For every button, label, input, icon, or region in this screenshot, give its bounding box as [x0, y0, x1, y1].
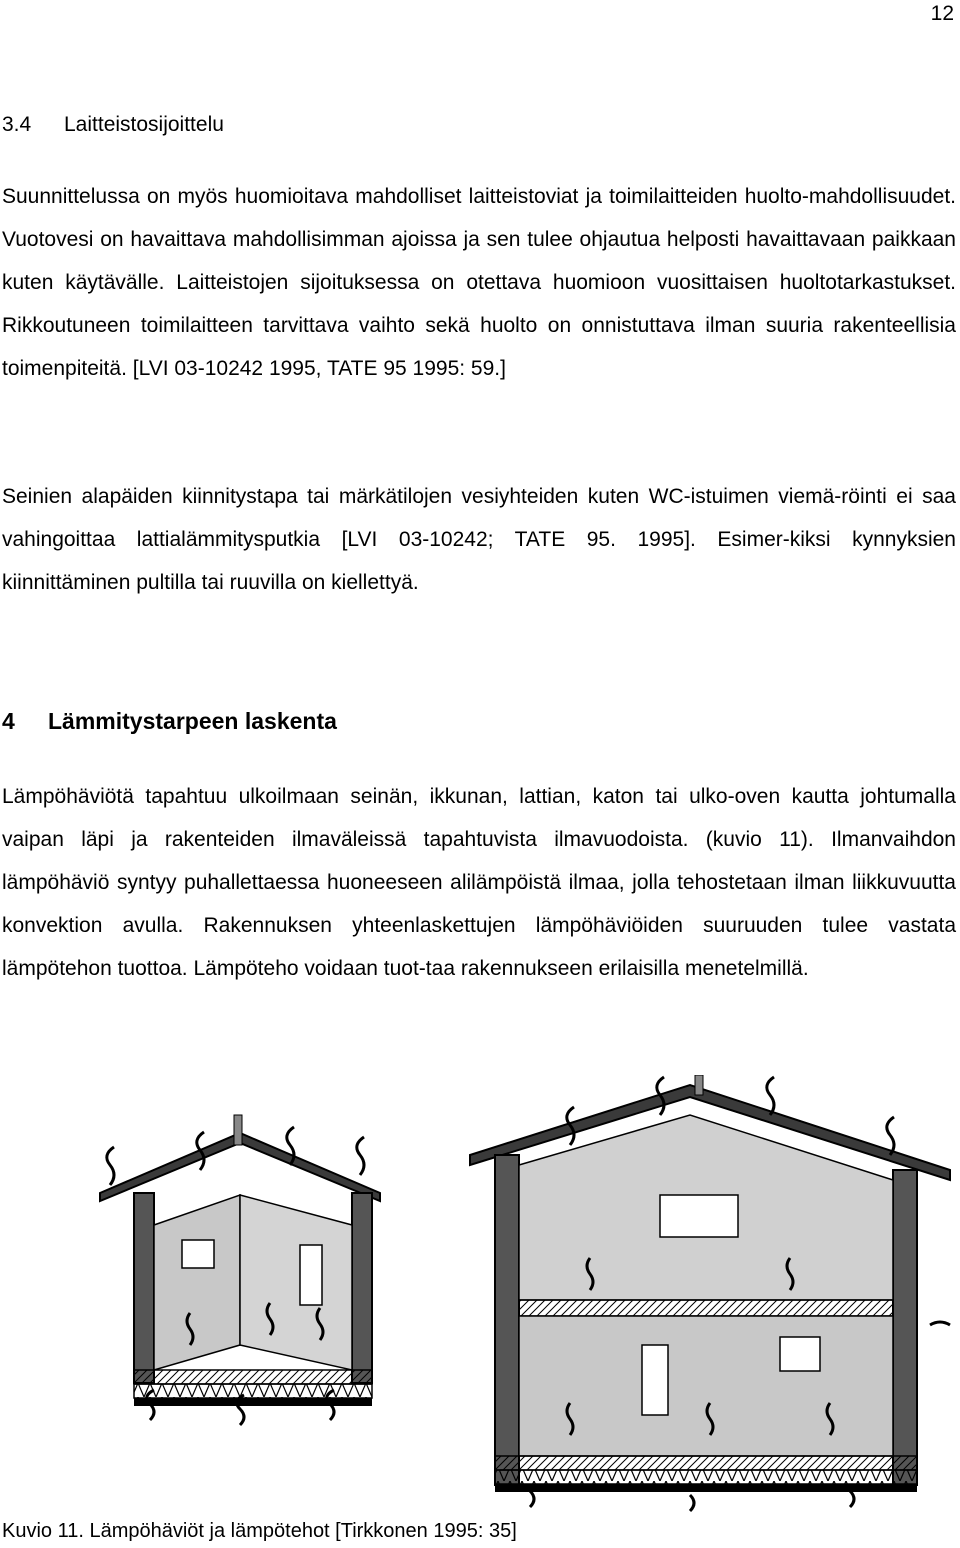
two-storey-house — [470, 1075, 950, 1511]
attic-window — [660, 1195, 738, 1237]
chapter-number: 4 — [2, 708, 15, 734]
heat-loss-arrow — [690, 1495, 694, 1511]
mid-slab — [519, 1300, 893, 1316]
section-title: Laitteistosijoittelu — [64, 113, 224, 136]
single-storey-house — [100, 1115, 380, 1425]
room-left — [154, 1195, 240, 1370]
foundation-left — [134, 1398, 372, 1406]
foundation-right — [495, 1484, 917, 1492]
figure-caption: Kuvio 11. Lämpöhäviöt ja lämpötehot [Tirkkonen 1995: 35] — [2, 1520, 517, 1542]
heat-loss-arrow — [530, 1491, 534, 1507]
wall-right-outer — [893, 1170, 917, 1485]
heat-loss-arrow — [767, 1077, 774, 1115]
paragraph-heat-loss: Lämpöhäviötä tapahtuu ulkoilmaan seinän, ikkunan, lattian, katon tai ulko-oven kautta johtumalla vaipan läpi ja rakenteiden ilmaväleissä tapahtuvista ilmavuodoista. (kuvio 11). Ilmanvaihdon lämpöhäviö syntyy puhallettaessa huoneeseen alilämpöistä ilmaa, jolla tehostetaan ilman liikkuvuutta konvektion avulla. Rakennuksen yhteenlaskettujen lämpöhäviöiden suuruuden tulee vastata lämpötehon tuottoa. Lämpöteho voidaan tuot-taa rakennukseen erilaisilla menetelmillä. — [2, 785, 956, 980]
heat-loss-illustration — [90, 1075, 960, 1515]
wall-left-outer — [134, 1193, 154, 1383]
heat-loss-arrow — [107, 1147, 114, 1185]
paragraph-maintenance: Suunnittelussa on myös huomioitava mahdolliset laitteistoviat ja toimilaitteiden huolto-mahdollisuudet. Vuotovesi on havaittava mahdollisimman ajoissa ja sen tulee ohjautua helposti havaittavaan paikkaan kuten käytävälle. Laitteistojen sijoituksessa on otettava huomioon vuosittaisen huoltotarkastukset. Rikkoutuneen toimilaitteen tarvittava vaihto sekä huolto on onnistuttava ilman suuria rakenteellisia toimenpiteitä. [LVI 03-10242 1995, TATE 95 1995: 59.] — [2, 185, 956, 380]
insulation-right — [495, 1470, 917, 1484]
page-number: 12 — [930, 2, 954, 25]
wall-left-outer — [495, 1155, 519, 1485]
heat-loss-arrow — [930, 1322, 950, 1325]
door-right — [642, 1345, 668, 1415]
floor-slab-left — [134, 1370, 372, 1384]
lower-room — [519, 1316, 893, 1456]
heat-loss-arrow — [850, 1491, 854, 1507]
floor-slab-right — [495, 1456, 917, 1470]
chapter-title: Lämmitystarpeen laskenta — [48, 708, 337, 734]
chimney-right — [695, 1075, 703, 1095]
insulation-left — [134, 1384, 372, 1398]
section-number: 3.4 — [2, 113, 32, 136]
heat-loss-arrow — [357, 1137, 364, 1175]
room-right — [240, 1195, 352, 1370]
section-heading — [2, 113, 224, 137]
paragraph-floor-heating: Seinien alapäiden kiinnitystapa tai märkätilojen vesiyhteiden kuten WC-istuimen viemä-röinti ei saa vahingoittaa lattialämmitysputkia [LVI 03-10242; TATE 95. 1995]. Esimer-kiksi kynnyksien kiinnittäminen pultilla tai ruuvilla on kiellettyä. — [2, 485, 956, 594]
door-left — [300, 1245, 322, 1305]
wall-right-outer — [352, 1193, 372, 1383]
window-left — [182, 1240, 214, 1268]
lower-window — [780, 1337, 820, 1371]
chapter-heading — [2, 708, 337, 735]
chimney-left — [234, 1115, 242, 1145]
